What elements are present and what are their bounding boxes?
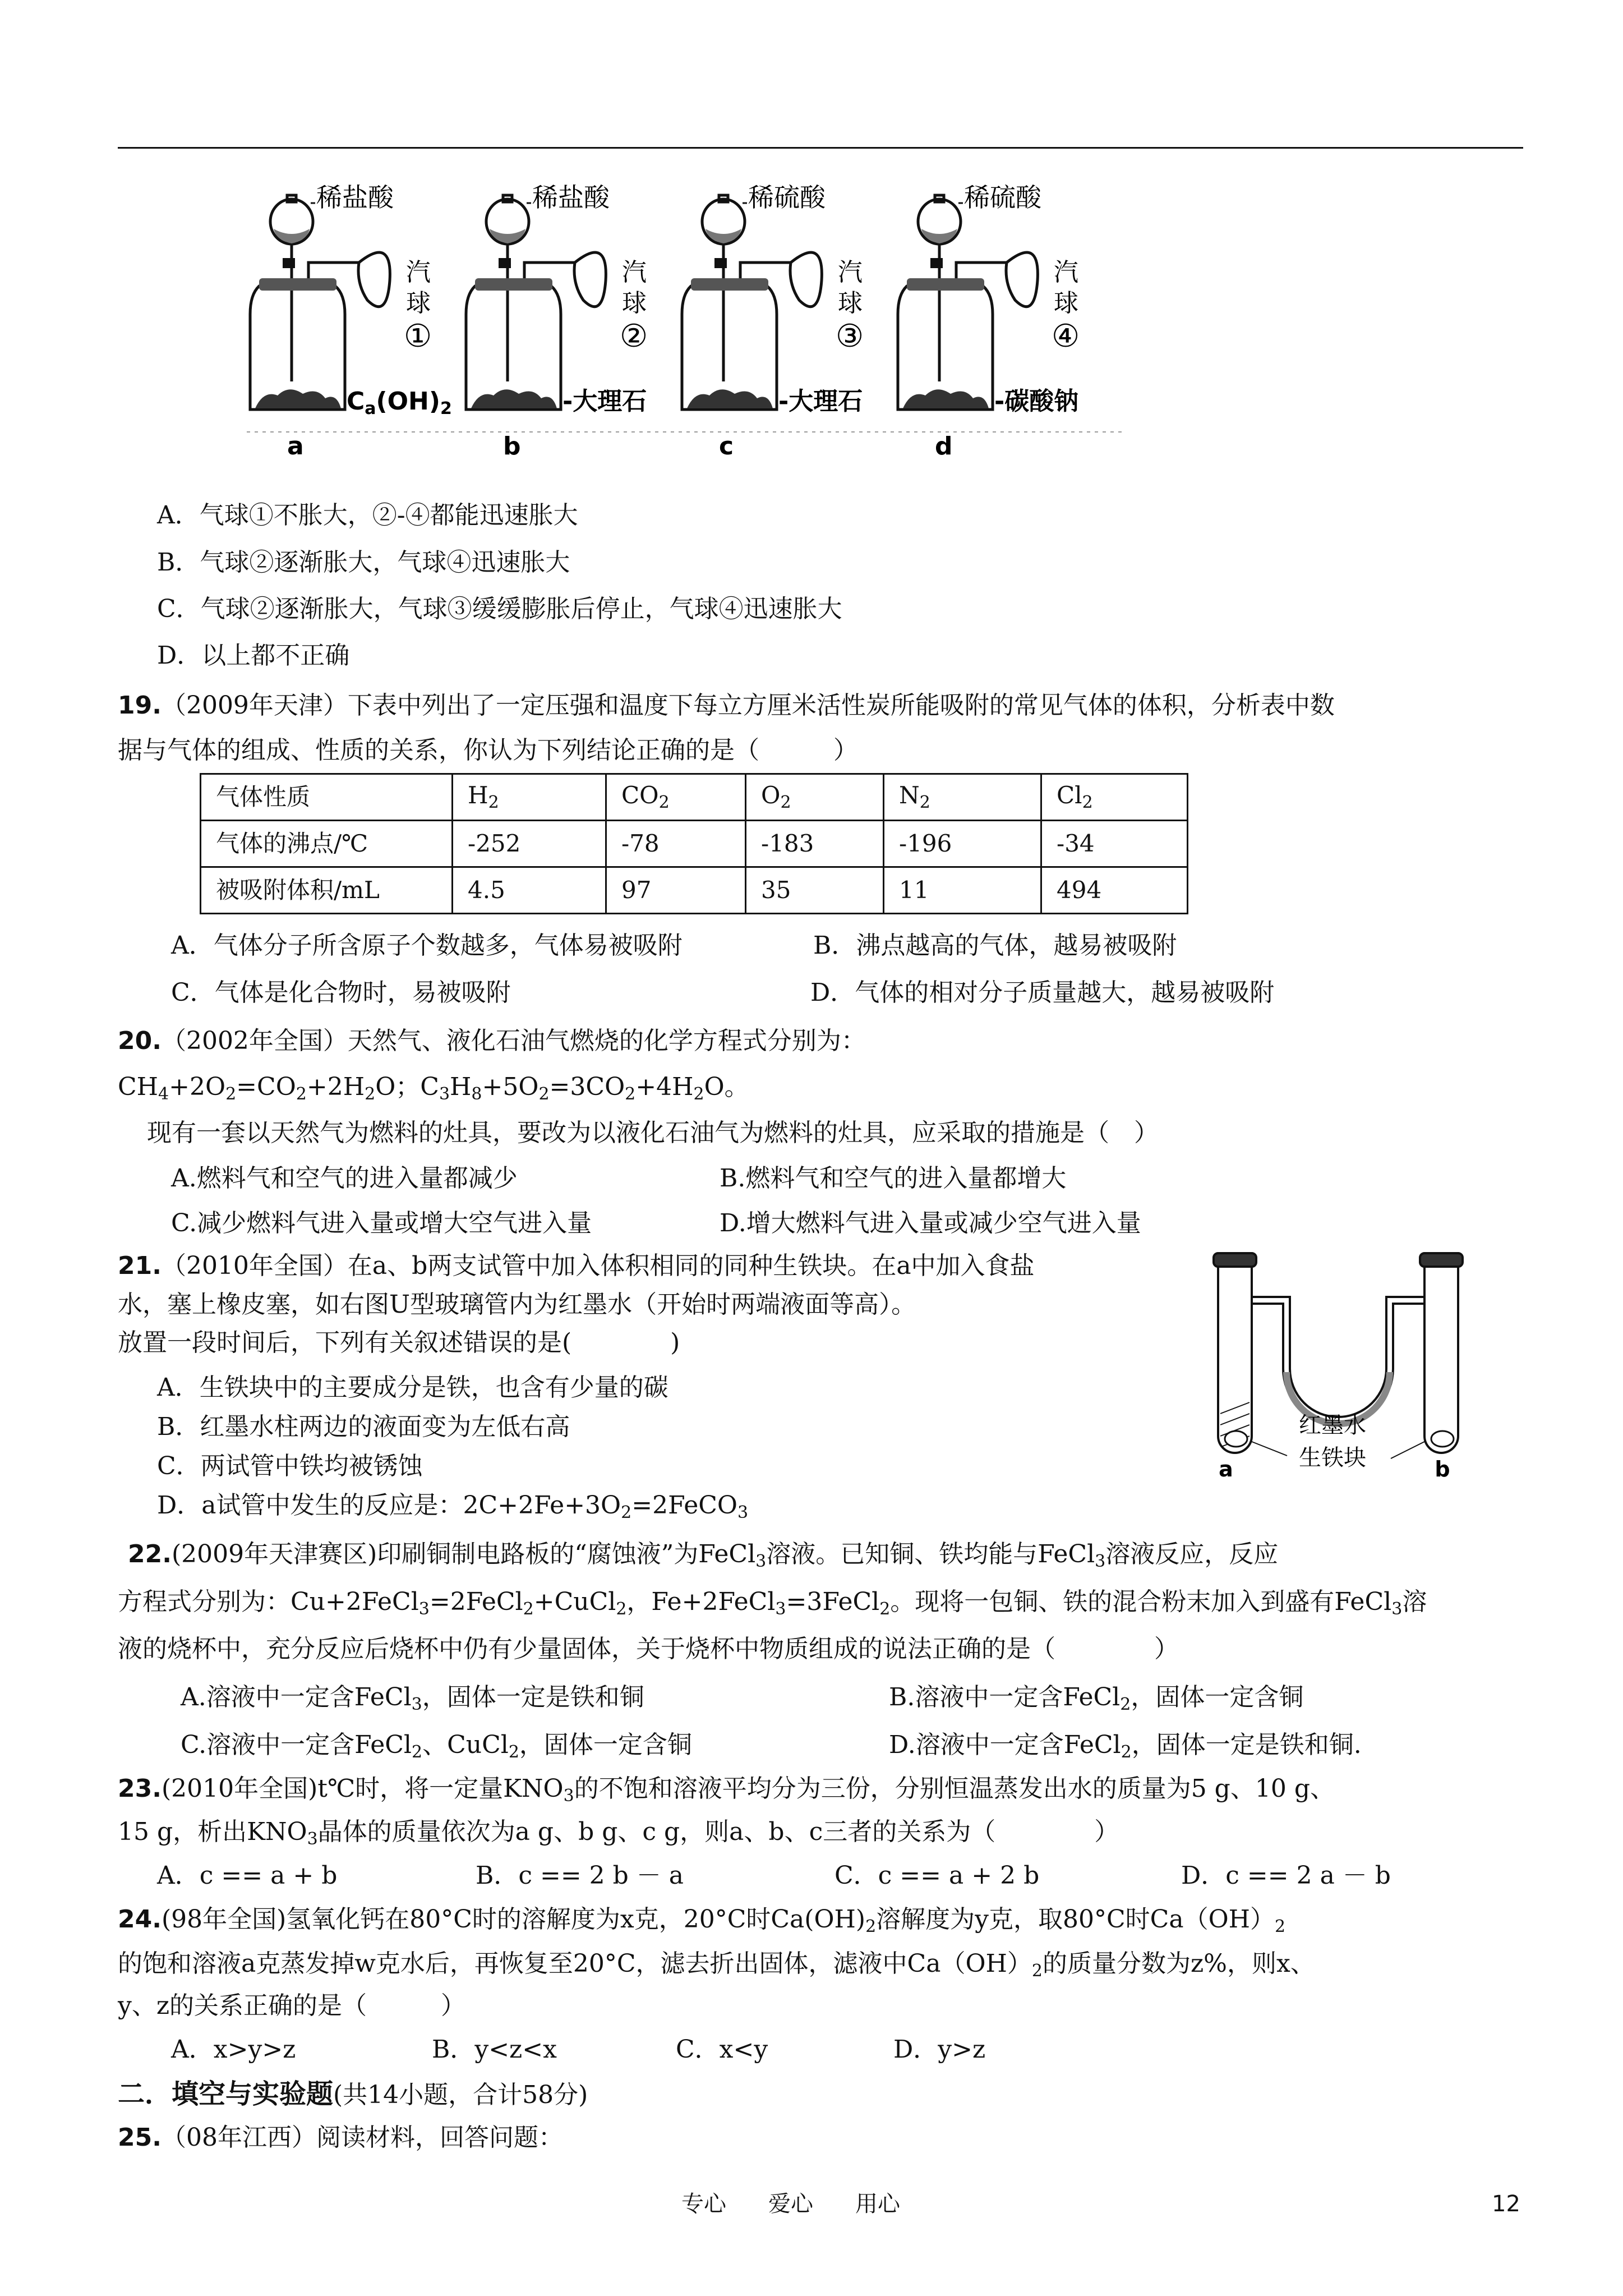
balloon-word-2: 球	[838, 289, 863, 318]
q20-option-c: C.减少燃料气进入量或增大空气进入量	[171, 1209, 592, 1237]
acid-label: 稀盐酸	[316, 182, 394, 213]
q19-stem-line1	[118, 691, 1335, 721]
q24-number: 24.	[118, 1905, 162, 1934]
balloon	[1006, 252, 1038, 307]
q22-text1: (2009年天津赛区)印刷铜制电路板的“腐蚀液”为FeCl$_3$溶液。已知铜、铁均能与FeCl$_3$溶液反应，反应	[171, 1540, 1279, 1571]
q24-text1: (98年全国)氢氧化钙在80°C时的溶解度为x克，20°C时$Ca(OH)_2$溶解度为y克，取80°C时$Ca(OH)_2$	[161, 1905, 1286, 1936]
q20-option-b: B.燃料气和空气的进入量都增大	[720, 1164, 1067, 1193]
q19-option-a: A．气体分子所含原子个数越多，气体易被吸附	[171, 931, 683, 960]
q21-text1: （2010年全国）在a、b两支试管中加入体积相同的同种生铁块。在a中加入食盐	[161, 1251, 1035, 1280]
q25-text1: （08年江西）阅读材料，回答问题：	[161, 2123, 563, 2152]
header-rule	[118, 147, 1523, 149]
table-cell: 11	[884, 867, 1041, 914]
balloon-number: ①	[404, 318, 432, 355]
balloon-word-2: 球	[622, 289, 647, 318]
table-cell: -183	[746, 821, 884, 867]
balloon	[574, 252, 606, 307]
q18-option-d: D．以上都不正确	[157, 641, 350, 670]
solid-reactant	[687, 389, 773, 408]
q20-option-d: D.增大燃料气进入量或减少空气进入量	[720, 1209, 1141, 1237]
q20-stem-line1	[118, 1027, 866, 1056]
q22-option-d: D.溶液中一定含FeCl$_2$，固体一定是铁和铜.	[889, 1731, 1362, 1762]
table-cell: 气体性质	[201, 774, 453, 821]
q22-option-b: B.溶液中一定含FeCl$_2$，固体一定含铜	[889, 1683, 1304, 1714]
q19-stem-line2: 据与气体的组成、性质的关系，你认为下列结论正确的是（ ）	[118, 736, 858, 765]
footer-motto-1: 专心	[681, 2191, 726, 2217]
balloon-word-2: 球	[1054, 289, 1078, 318]
q21-option-d: D．a试管中发生的反应是：$2C+2Fe+3O_2=2FeCO_3$	[157, 1491, 749, 1522]
q24-stem-line2: 的饱和溶液a克蒸发掉w克水后，再恢复至20°C，滤去折出固体，滤液中$Ca(OH)_2$的质量分数为z%，则x、	[118, 1949, 1315, 1981]
table-cell: -78	[606, 821, 746, 867]
table-cell: 被吸附体积/mL	[201, 867, 453, 914]
balloon	[358, 252, 390, 307]
bottle-apparatus-c	[682, 182, 864, 461]
q22-option-c: C.溶液中一定含FeCl$_2$、CuCl$_2$，固体一定含铜	[181, 1731, 692, 1762]
q23-stem-line2: 15 g，析出$KNO_3$晶体的质量依次为a g、b g、c g，则a、b、c三者的关系为（ ）	[118, 1818, 1119, 1849]
bottle-apparatus-a	[250, 182, 452, 461]
solid-label: -大理石	[778, 387, 863, 416]
q20-number: 20.	[118, 1027, 162, 1055]
q24-option-d: D．y>z	[893, 2035, 986, 2064]
q21-stem-line1	[118, 1251, 1035, 1281]
stopper-a	[1214, 1253, 1256, 1267]
q20-equations: $CH_4+2O_2=CO_2+2H_2O$；$C_3H_8+5O_2=3CO_2+4H_2O$。	[118, 1073, 749, 1104]
table-row	[201, 774, 1188, 821]
balloon-word-1: 汽	[406, 258, 431, 287]
table-cell: $Cl_2$	[1041, 774, 1188, 821]
q21-stem-line2: 水，塞上橡皮塞，如右图U型玻璃管内为红墨水（开始时两端液面等高）。	[118, 1290, 916, 1319]
acid-label: 稀硫酸	[748, 182, 826, 213]
label-red-ink: 红墨水	[1299, 1412, 1366, 1438]
balloon-word-1: 汽	[622, 258, 647, 287]
table-cell: $H_2$	[453, 774, 606, 821]
table-cell: 35	[746, 867, 884, 914]
q24-stem-line1	[118, 1905, 1285, 1937]
q22-number: 22.	[128, 1540, 172, 1568]
footer-motto-2: 爱心	[768, 2191, 813, 2217]
q19-text1: （2009年天津）下表中列出了一定压强和温度下每立方厘米活性炭所能吸附的常见气体的体积，分析表中数	[161, 691, 1335, 720]
q19-option-c: C．气体是化合物时，易被吸附	[171, 978, 511, 1007]
q24-option-c: C．x<y	[676, 2035, 768, 2064]
q22-stem-line2: 方程式分别为：Cu+2FeCl$_3$=2FeCl$_2$+CuCl$_2$，Fe+2FeCl$_3$=3FeCl$_2$。现将一包铜、铁的混合粉末加入到盛有FeCl$_3$溶	[118, 1588, 1427, 1619]
table-cell: 4.5	[453, 867, 606, 914]
table-row	[201, 867, 1188, 914]
label-tube-b: b	[1435, 1457, 1450, 1481]
figure-q21-u-tube	[1189, 1245, 1525, 1492]
q24-option-a: A．x>y>z	[171, 2035, 296, 2064]
balloon-number: ②	[620, 318, 648, 355]
solid-reactant	[471, 389, 557, 408]
section-2-title: 二．填空与实验题	[118, 2078, 334, 2110]
table-cell: $CO_2$	[606, 774, 746, 821]
q19-number: 19.	[118, 691, 162, 720]
bottle-letter: d	[935, 432, 953, 461]
table-cell: $O_2$	[746, 774, 884, 821]
acid-label: 稀硫酸	[964, 182, 1041, 213]
q19-option-b: B．沸点越高的气体，越易被吸附	[813, 931, 1177, 960]
label-pig-iron: 生铁块	[1299, 1445, 1366, 1471]
q18-option-a: A．气球①不胀大，②-④都能迅速胀大	[157, 501, 578, 530]
table-row	[201, 821, 1188, 867]
q23-option-b: B．c == 2 b － a	[476, 1861, 684, 1890]
stopper-b	[1420, 1253, 1463, 1267]
q18-option-c: C．气球②逐渐胀大，气球③缓缓膨胀后停止，气球④迅速胀大	[157, 595, 842, 623]
bottle-letter: b	[503, 432, 521, 461]
q21-number: 21.	[118, 1251, 162, 1280]
q24-option-b: B．y<z<x	[432, 2035, 557, 2064]
balloon	[790, 252, 822, 307]
q19-option-d: D．气体的相对分子质量越大，越易被吸附	[810, 978, 1275, 1007]
q22-stem-line3: 液的烧杯中，充分反应后烧杯中仍有少量固体，关于烧杯中物质组成的说法正确的是（ ）	[118, 1635, 1179, 1663]
solid-label: Ca(OH)2	[347, 387, 452, 418]
acid-label: 稀盐酸	[532, 182, 610, 213]
q25-number: 25.	[118, 2123, 162, 2152]
balloon-word-1: 汽	[1054, 258, 1078, 287]
q19-gas-table	[200, 773, 1188, 914]
section-2-heading	[118, 2078, 588, 2111]
section-2-note: (共14小题，合计58分)	[333, 2081, 588, 2109]
balloon-number: ④	[1052, 318, 1080, 355]
table-cell: -252	[453, 821, 606, 867]
q23-option-a: A．c == a + b	[157, 1861, 338, 1890]
table-cell: -34	[1041, 821, 1188, 867]
q23-number: 23.	[118, 1774, 162, 1803]
bottle-letter: a	[287, 432, 304, 461]
q21-option-b: B．红墨水柱两边的液面变为左低右高	[157, 1412, 570, 1441]
balloon-number: ③	[836, 318, 864, 355]
bottle-apparatus-d	[898, 182, 1080, 461]
bottle-letter: c	[719, 432, 734, 461]
q18-option-b: B．气球②逐渐胀大，气球④迅速胀大	[157, 548, 570, 577]
q20-option-a: A.燃料气和空气的进入量都减少	[171, 1164, 518, 1193]
q21-stem-line3: 放置一段时间后，下列有关叙述错误的是( )	[118, 1328, 680, 1357]
q20-text1: （2002年全国）天然气、液化石油气燃烧的化学方程式分别为：	[161, 1027, 866, 1055]
q21-option-a: A．生铁块中的主要成分是铁，也含有少量的碳	[157, 1373, 668, 1402]
solid-reactant	[903, 389, 989, 408]
q21-option-c: C．两试管中铁均被锈蚀	[157, 1452, 423, 1480]
test-tube-b	[1424, 1262, 1458, 1453]
solid-label: -碳酸钠	[994, 387, 1079, 416]
q23-option-c: C．c == a + 2 b	[834, 1861, 1040, 1890]
table-cell: $N_2$	[884, 774, 1041, 821]
q24-stem-line3: y、z的关系正确的是（ ）	[118, 1991, 466, 2020]
q22-option-a: A.溶液中一定含FeCl$_3$，固体一定是铁和铜	[181, 1683, 644, 1714]
q20-stem-line3: 现有一套以天然气为燃料的灶具，要改为以液化石油气为燃料的灶具，应采取的措施是（ ）	[147, 1119, 1159, 1147]
bottle-apparatus-b	[466, 182, 648, 461]
solid-label: -大理石	[562, 387, 647, 416]
table-cell: -196	[884, 821, 1041, 867]
balloon-word-1: 汽	[838, 258, 863, 287]
figure-q18-apparatus	[247, 168, 1178, 471]
q23-text1: (2010年全国)t℃时，将一定量$KNO_3$的不饱和溶液平均分为三份，分别恒温蒸发出水的质量为5 g、10 g、	[161, 1774, 1335, 1806]
table-cell: 气体的沸点/℃	[201, 821, 453, 867]
footer-motto-3: 用心	[855, 2191, 900, 2217]
q22-stem-line1	[128, 1540, 1278, 1572]
table-cell: 494	[1041, 867, 1188, 914]
label-tube-a: a	[1219, 1457, 1233, 1481]
q25-stem-line1	[118, 2123, 563, 2153]
table-cell: 97	[606, 867, 746, 914]
q23-option-d: D．c == 2 a － b	[1181, 1861, 1391, 1890]
q23-stem-line1	[118, 1774, 1335, 1806]
page-number: 12	[1492, 2191, 1520, 2217]
solid-reactant	[255, 389, 341, 408]
u-tube	[1290, 1318, 1386, 1417]
balloon-word-2: 球	[406, 289, 431, 318]
